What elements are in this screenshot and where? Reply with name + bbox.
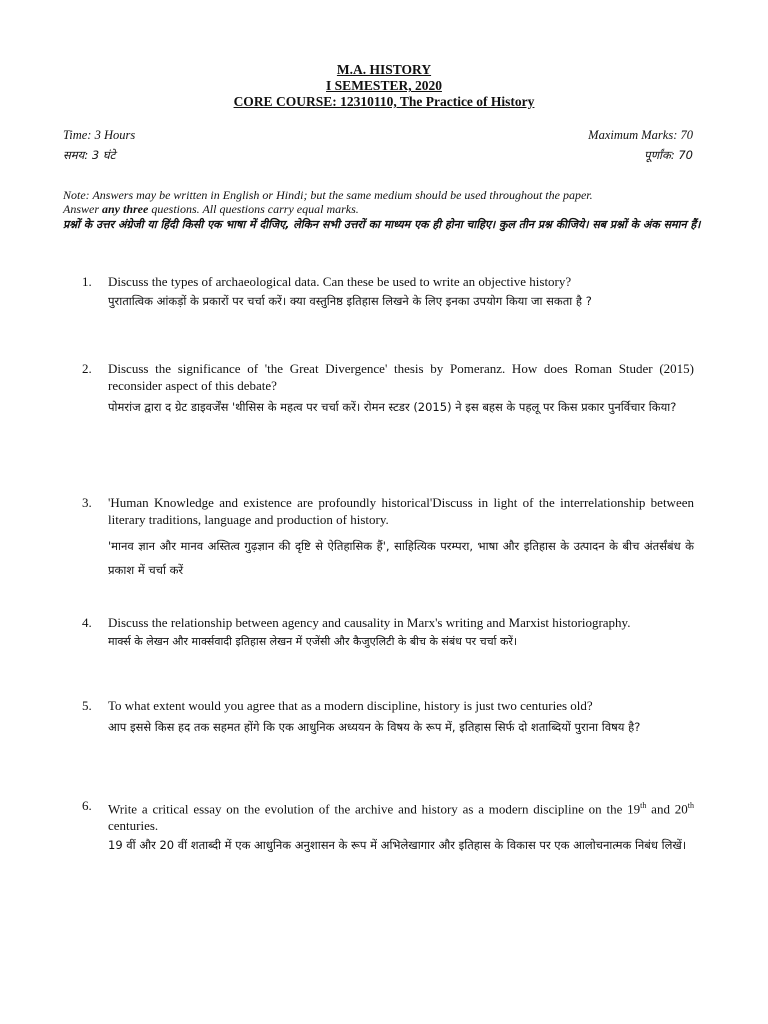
question-text-hi: पुरातात्विक आंकड़ों के प्रकारों पर चर्चा करें। क्या वस्तुनिष्ठ इतिहास लिखने के लिए इनका उपयोग किया जा सकता है ? xyxy=(108,294,592,308)
question-number: 3. xyxy=(82,495,92,510)
max-marks-hi: पूर्णांक: 70 xyxy=(644,148,693,162)
question-5 xyxy=(82,697,694,740)
question-text-en: Discuss the types of archaeological data. Can these be used to write an objective history? xyxy=(108,274,572,289)
course-title: CORE COURSE: 12310110, The Practice of History xyxy=(233,94,535,109)
question-number: 4. xyxy=(82,615,92,630)
note-en-part2b: questions. All questions carry equal marks. xyxy=(148,202,359,216)
question-text-en xyxy=(108,797,694,834)
question-text-hi: पोमरांज द्वारा द ग्रेट डाइवर्जेंस 'थीसिस के महत्व पर चर्चा करें। रोमन स्टडर (2015) ने इस बहस के पहलू पर किस प्रकार पुनर्विचार किया? xyxy=(108,400,677,414)
time-en: Time: 3 Hours xyxy=(63,128,136,142)
question-text-en-c: centuries. xyxy=(108,818,159,834)
question-text-en-b: and 20 xyxy=(646,801,688,817)
question-text-en: Discuss the relationship between agency and causality in Marx's writing and Marxist historiography. xyxy=(108,615,631,630)
question-6 xyxy=(82,797,694,856)
semester-title: I SEMESTER, 2020 xyxy=(326,78,442,93)
paper-header xyxy=(0,62,768,110)
note-english xyxy=(63,188,703,216)
question-4 xyxy=(82,614,694,653)
question-number: 6. xyxy=(82,798,92,813)
ordinal-suffix: th xyxy=(687,801,694,810)
question-1 xyxy=(82,273,694,312)
note-hindi: प्रश्नों के उत्तर अंग्रेजी या हिंदी किसी एक भाषा में दीजिए, लेकिन सभी उत्तरों का माध्यम एक ही होना चाहिए। कुल तीन प्रश्न कीजिये। सब प्रश्नों के अंक समान हैं। xyxy=(63,218,701,231)
note-en-part2a: Answer xyxy=(63,202,102,216)
meta-row-hindi xyxy=(63,148,693,163)
question-text-en-a: Write a critical essay on the evolution of the archive and history as a modern discipline on the 19 xyxy=(108,801,641,817)
note-en-bold: any three xyxy=(102,202,149,216)
question-2 xyxy=(82,360,694,420)
question-text-hi: 19 वीं और 20 वीं शताब्दी में एक आधुनिक अनुशासन के रूप में अभिलेखागार और इतिहास के विकास पर एक आलोचनात्मक निबंध लिखें। xyxy=(108,838,687,853)
question-number: 5. xyxy=(82,698,92,713)
question-text-hi: आप इससे किस हद तक सहमत होंगे कि एक आधुनिक अध्ययन के विषय के रूप में, इतिहास सिर्फ दो शताब्दियों पुराना विषय है? xyxy=(108,720,641,734)
question-text-hi: मार्क्स के लेखन और मार्क्सवादी इतिहास लेखन में एजेंसी और कैजुएलिटी के बीच के संबंध पर चर्चा करें। xyxy=(108,635,518,648)
question-number: 1. xyxy=(82,274,92,289)
meta-row-english xyxy=(63,128,693,143)
ordinal-suffix: th xyxy=(640,801,647,810)
question-text-hi: 'मानव ज्ञान और मानव अस्तित्व गुढ़ज्ञान की दृष्टि से ऐतिहासिक हैं', साहित्यिक परम्परा, भाषा और इतिहास के उत्पादन के बीच अंतर्संबंध के प्रकाश में चर्चा करें xyxy=(108,539,694,577)
max-marks-en: Maximum Marks: 70 xyxy=(588,128,693,142)
question-number: 2. xyxy=(82,361,92,376)
question-3 xyxy=(82,494,694,582)
time-hi: समय: 3 घंटे xyxy=(63,148,116,162)
question-text-en: Discuss the significance of 'the Great Divergence' thesis by Pomeranz. How does Roman Studer (2015) reconsider aspect of this debate? xyxy=(108,361,694,393)
note-en-line1: Note: Answers may be written in English or Hindi; but the same medium should be used throughout the paper. xyxy=(63,188,593,202)
instructions-note xyxy=(63,188,703,233)
question-text-en: 'Human Knowledge and existence are profoundly historical'Discuss in light of the interrelationship between literary traditions, language and production of history. xyxy=(108,495,694,527)
question-text-en: To what extent would you agree that as a modern discipline, history is just two centuries old? xyxy=(108,698,593,713)
program-title: M.A. HISTORY xyxy=(336,62,432,77)
